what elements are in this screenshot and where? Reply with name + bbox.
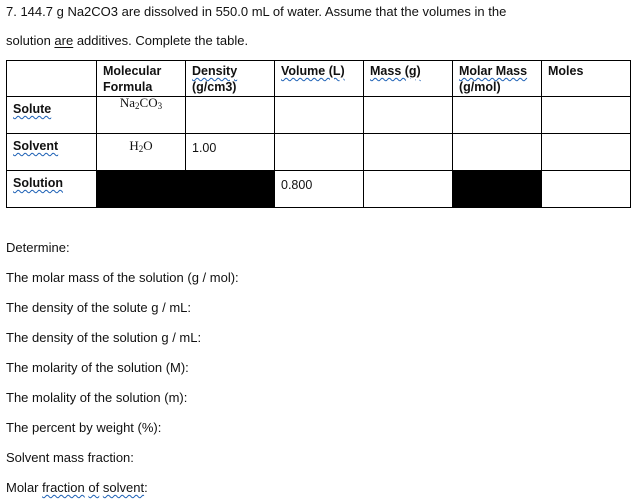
solvent-formula-cell bbox=[97, 134, 186, 171]
row-label: Solution bbox=[13, 176, 63, 190]
header-moles bbox=[542, 61, 631, 97]
header-text: Formula bbox=[103, 80, 153, 94]
problem-statement-line-2 bbox=[6, 33, 248, 49]
solution-volume-value: 0.800 bbox=[281, 178, 313, 192]
header-text: (g/mol) bbox=[459, 80, 501, 94]
header-volume bbox=[275, 61, 364, 97]
header-text: (g/cm3) bbox=[192, 80, 237, 94]
spellcheck-word: of bbox=[88, 480, 100, 495]
determine-title: Determine: bbox=[6, 240, 70, 255]
solvent-mass-cell[interactable] bbox=[364, 134, 453, 171]
spellcheck-word: solvent bbox=[102, 480, 145, 495]
header-empty-cell bbox=[7, 61, 97, 97]
determine-item-molar-fraction: Molar fraction of solvent: bbox=[6, 480, 148, 495]
problem-text-part: additives. Complete the table. bbox=[73, 33, 249, 48]
solvent-volume-cell[interactable] bbox=[275, 134, 364, 171]
solvent-density-cell[interactable] bbox=[186, 134, 275, 171]
table-row-solute bbox=[7, 97, 631, 134]
solution-density-blackout bbox=[186, 171, 275, 208]
header-text: Density bbox=[192, 64, 238, 78]
table-header-row bbox=[7, 61, 631, 97]
determine-item: The molar mass of the solution (g / mol): bbox=[6, 270, 239, 285]
solution-moles-cell[interactable] bbox=[542, 171, 631, 208]
solute-formula-cell bbox=[97, 97, 186, 134]
solution-molar-mass-blackout bbox=[453, 171, 542, 208]
row-label-cell bbox=[7, 134, 97, 171]
solute-volume-cell[interactable] bbox=[275, 97, 364, 134]
solute-moles-cell[interactable] bbox=[542, 97, 631, 134]
problem-statement-line-1 bbox=[6, 4, 506, 20]
header-text: Moles bbox=[548, 64, 584, 78]
header-text: Mass (g) bbox=[370, 64, 421, 78]
problem-text-part: solution bbox=[6, 33, 55, 48]
determine-item: The density of the solute g / mL: bbox=[6, 300, 191, 315]
solution-mass-cell[interactable] bbox=[364, 171, 453, 208]
determine-item: The molarity of the solution (M): bbox=[6, 360, 189, 375]
solvent-molar-mass-cell[interactable] bbox=[453, 134, 542, 171]
row-label: Solvent bbox=[13, 139, 59, 153]
determine-item: The molality of the solution (m): bbox=[6, 390, 188, 405]
underlined-word-are: are bbox=[54, 33, 74, 48]
determine-item: The density of the solution g / mL: bbox=[6, 330, 202, 345]
header-mass bbox=[364, 61, 453, 97]
solution-formula-blackout bbox=[97, 171, 186, 208]
solute-density-cell[interactable] bbox=[186, 97, 275, 134]
solute-formula: $Na_2CO_3$ bbox=[119, 95, 163, 111]
data-table bbox=[6, 60, 631, 208]
solution-volume-cell[interactable] bbox=[275, 171, 364, 208]
solute-molar-mass-cell[interactable] bbox=[453, 97, 542, 134]
solvent-density-value: 1.00 bbox=[192, 141, 217, 155]
row-label: Solute bbox=[13, 102, 52, 116]
row-label-cell bbox=[7, 97, 97, 134]
header-molar-mass bbox=[453, 61, 542, 97]
problem-text: 7. 144.7 g Na2CO3 are dissolved in 550.0 mL of water. Assume that the volumes in the bbox=[6, 4, 507, 19]
header-text: Molar Mass bbox=[459, 64, 528, 78]
table-row-solvent bbox=[7, 134, 631, 171]
header-text: Volume (L) bbox=[281, 64, 345, 78]
determine-item: Solvent mass fraction: bbox=[6, 450, 134, 465]
header-density bbox=[186, 61, 275, 97]
header-molecular-formula bbox=[97, 61, 186, 97]
solvent-formula: $H_2O$ bbox=[129, 138, 153, 154]
table-row-solution bbox=[7, 171, 631, 208]
spellcheck-word: fraction bbox=[42, 480, 85, 495]
determine-item: The percent by weight (%): bbox=[6, 420, 162, 435]
row-label-cell bbox=[7, 171, 97, 208]
solvent-moles-cell[interactable] bbox=[542, 134, 631, 171]
solute-mass-cell[interactable] bbox=[364, 97, 453, 134]
header-text: Molecular bbox=[103, 64, 162, 78]
